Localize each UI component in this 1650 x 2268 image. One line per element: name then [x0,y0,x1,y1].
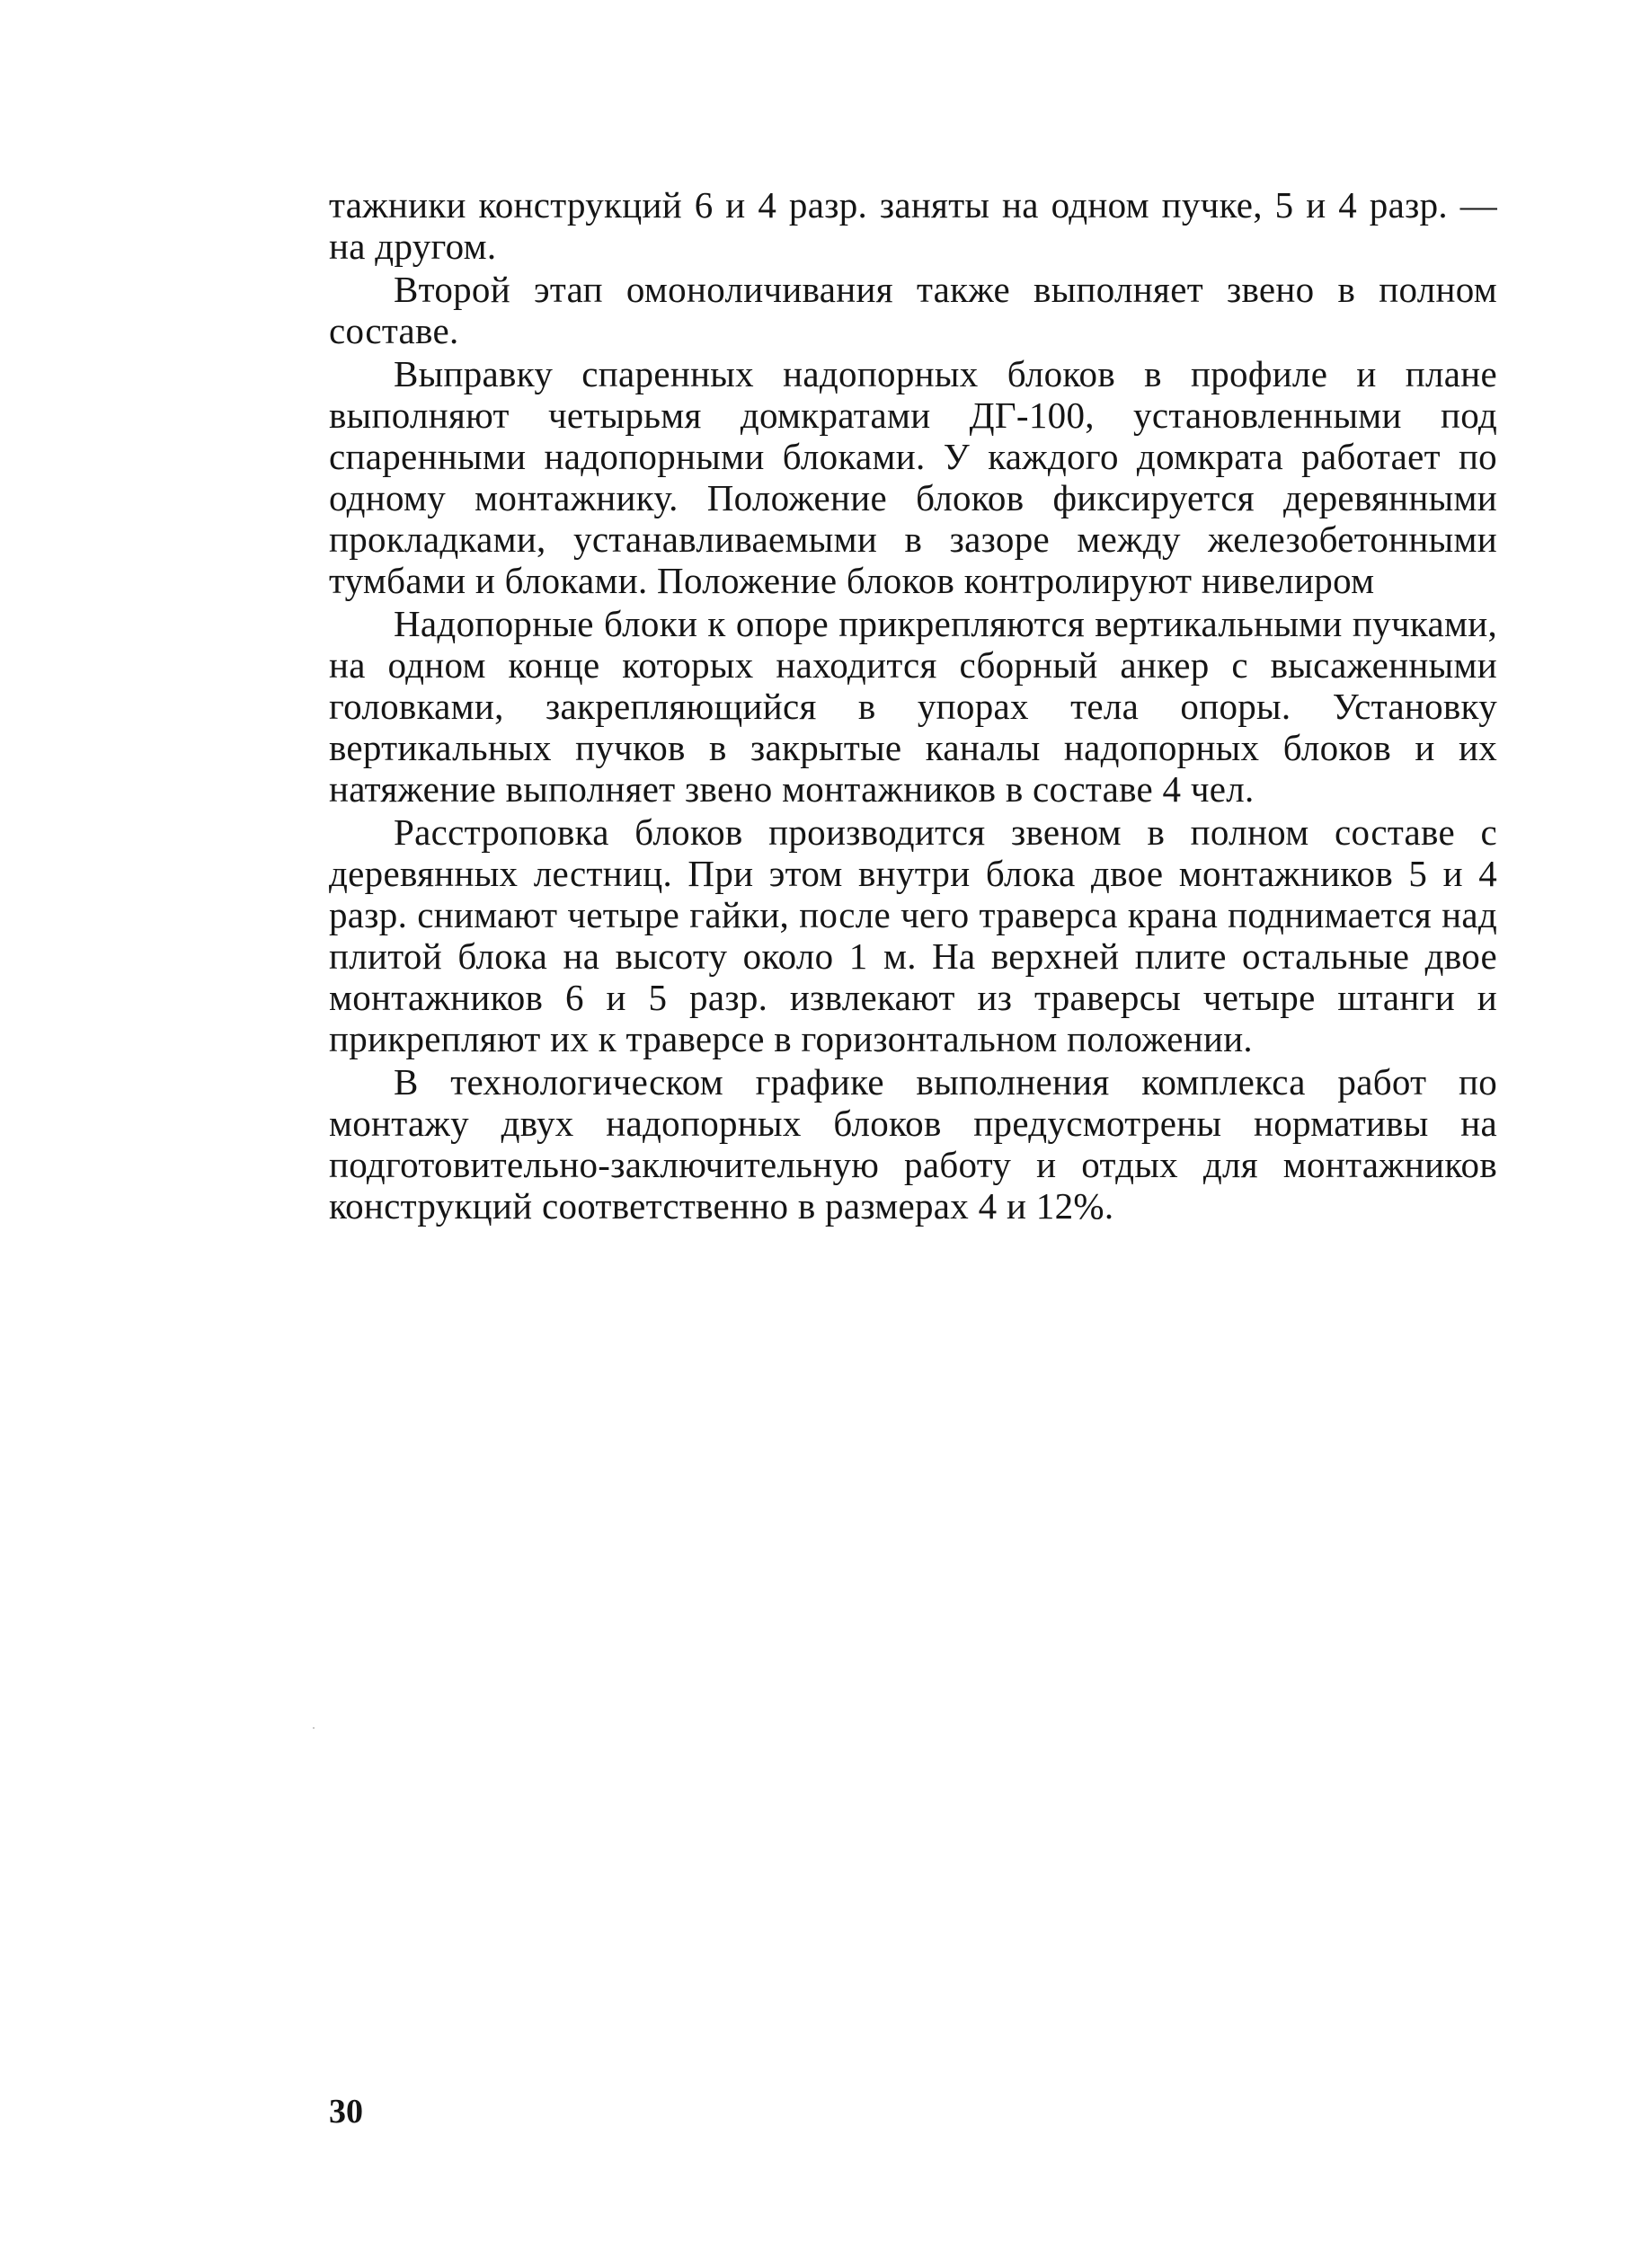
paragraph-4: Надопорные блоки к опоре прикрепляются вертикальными пучками, на одном конце которых находится сборный анкер с высаженными головками, закрепляющийся в упорах тела опоры. Установку вертикальных пучков в закрытые каналы надопорных блоков и их натяжение выполняет звено монтажников в составе 4 чел. [329,603,1497,810]
page-number: 30 [329,2093,363,2131]
scan-speck [313,1727,315,1729]
paragraph-3: Выправку спаренных надопорных блоков в профиле и плане выполняют четырьмя домкратами ДГ-100, установленными под спаренными надопорными блоками. У каждого домкрата работает по одному монтажнику. Положение блоков фиксируется деревянными прокладками, устанавливаемыми в зазоре между железобетонными тумбами и блоками. Положение блоков контролируют нивелиром [329,353,1497,601]
paragraph-6: В технологическом графике выполнения комплекса работ по монтажу двух надопорных блоков предусмотрены нормативы на подготовительно-заключительную работу и отдых для монтажников конструкций соответственно в размерах 4 и 12%. [329,1061,1497,1227]
body-text [329,184,1497,1228]
paragraph-2: Второй этап омоноличивания также выполняет звено в полном составе. [329,269,1497,351]
paragraph-1: тажники конструкций 6 и 4 разр. заняты на одном пучке, 5 и 4 разр. — на другом. [329,184,1497,267]
paragraph-5: Расстроповка блоков производится звеном в полном составе с деревянных лестниц. При этом внутри блока двое монтажников 5 и 4 разр. снимают четыре гайки, после чего траверса крана поднимается над плитой блока на высоту около 1 м. На верхней плите остальные двое монтажников 6 и 5 разр. извлекают из траверсы четыре штанги и прикрепляют их к траверсе в горизонтальном положении. [329,811,1497,1059]
